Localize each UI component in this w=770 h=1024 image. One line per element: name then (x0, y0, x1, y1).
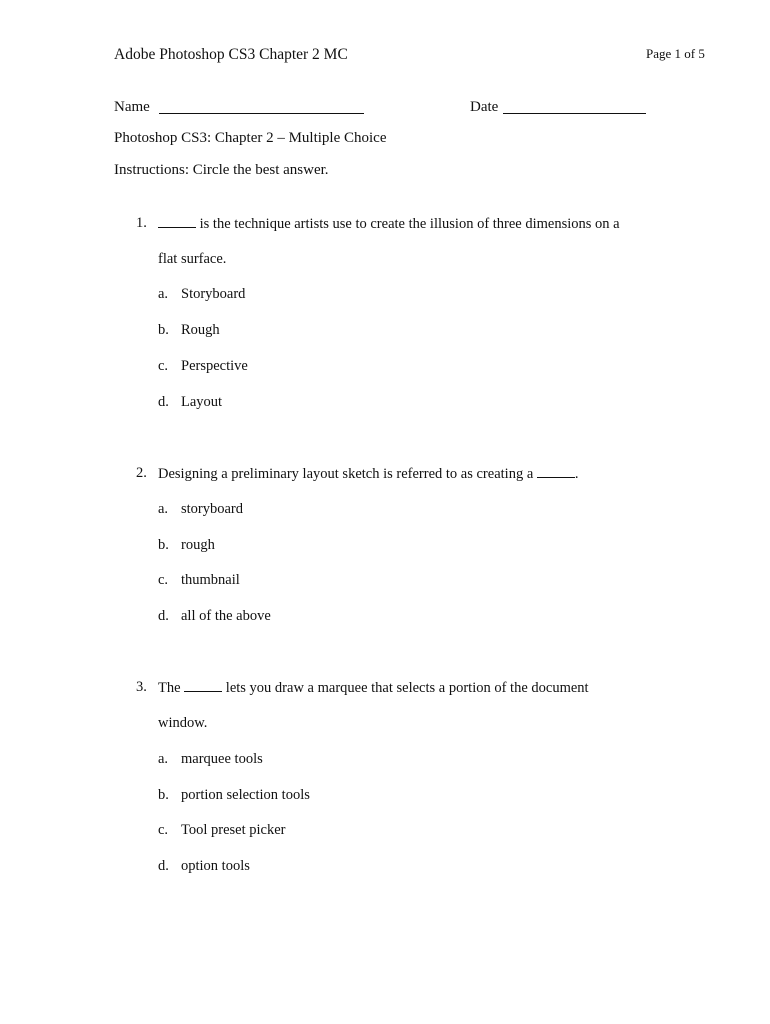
option-text: Rough (181, 322, 220, 338)
date-label: Date (470, 99, 499, 115)
instructions: Instructions: Circle the best answer. (114, 162, 329, 178)
question-text-continued: flat surface. (158, 251, 227, 267)
option-text: Storyboard (181, 286, 246, 302)
option-text: all of the above (181, 608, 271, 624)
question-text-part: lets you draw a marquee that selects a portion of the document (222, 680, 589, 696)
option-letter: c. (158, 358, 169, 374)
question-text (158, 679, 589, 697)
option-text: marquee tools (181, 751, 263, 767)
option-letter: c. (158, 822, 169, 838)
option-letter: d. (158, 394, 169, 410)
option-letter: a. (158, 501, 169, 517)
question-text (158, 215, 620, 233)
option-letter: d. (158, 858, 169, 874)
option-letter: d. (158, 608, 169, 624)
option-letter: b. (158, 322, 169, 338)
name-blank-line (159, 113, 364, 114)
option-letter: b. (158, 537, 169, 553)
quiz-subtitle: Photoshop CS3: Chapter 2 – Multiple Choice (114, 130, 387, 146)
option-text: portion selection tools (181, 787, 310, 803)
option-text: option tools (181, 858, 250, 874)
answer-blank (184, 679, 222, 692)
option-letter: c. (158, 572, 169, 588)
option-letter: b. (158, 787, 169, 803)
option-text: Layout (181, 394, 223, 410)
date-blank-line (503, 113, 646, 114)
question-number: 1. (136, 215, 147, 231)
question-text-continued: window. (158, 715, 208, 731)
question-number: 2. (136, 465, 147, 481)
question-text-part: is the technique artists use to create the illusion of three dimensions on a (196, 216, 620, 232)
option-text: Tool preset picker (181, 822, 286, 838)
question-text-part: . (574, 466, 579, 482)
question-text-part: The (158, 680, 185, 696)
answer-blank (158, 215, 196, 228)
option-text: storyboard (181, 501, 244, 517)
option-text: thumbnail (181, 572, 240, 588)
option-text: Perspective (181, 358, 248, 374)
document-title: Adobe Photoshop CS3 Chapter 2 MC (114, 46, 348, 63)
question-text (158, 465, 579, 483)
answer-blank (537, 465, 575, 478)
page-indicator: Page 1 of 5 (646, 46, 705, 61)
option-letter: a. (158, 286, 169, 302)
name-label: Name (114, 99, 150, 115)
option-text: rough (181, 537, 215, 553)
option-letter: a. (158, 751, 169, 767)
question-text-part: Designing a preliminary layout sketch is referred to as creating a (158, 466, 537, 482)
question-number: 3. (136, 679, 147, 695)
